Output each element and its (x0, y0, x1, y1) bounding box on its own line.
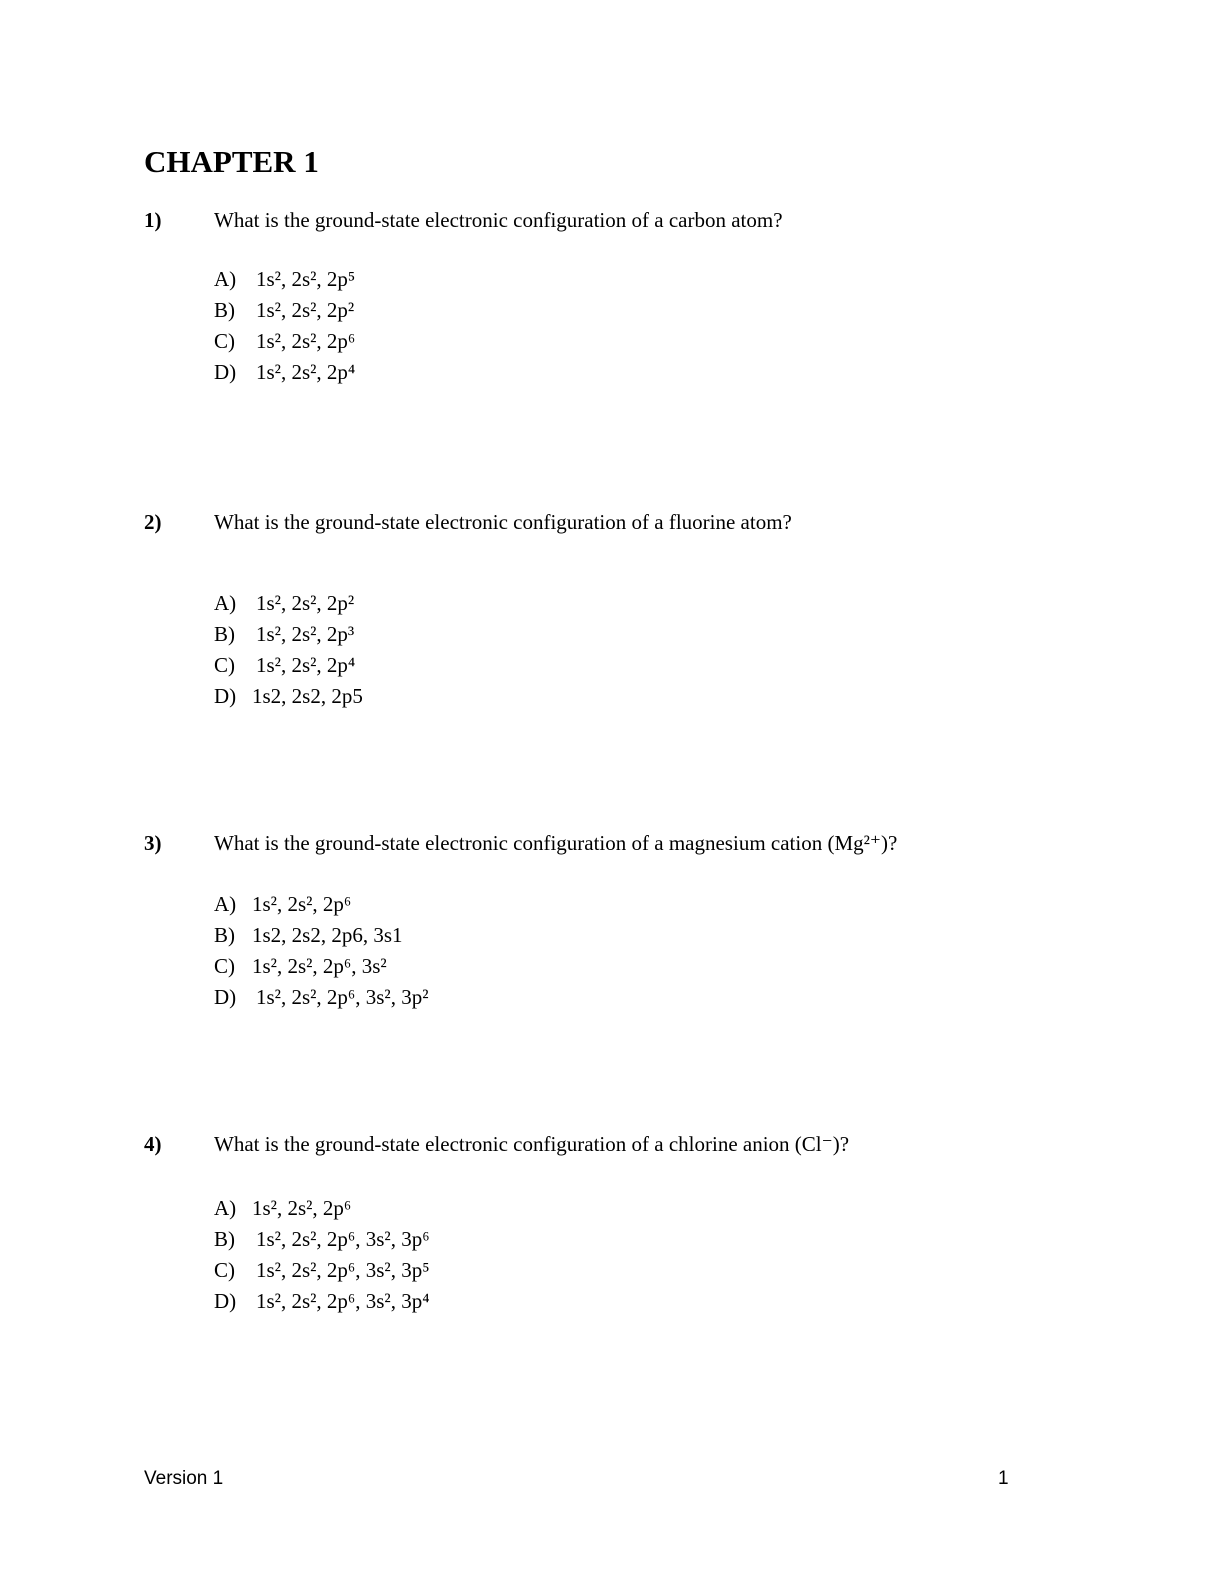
question-number: 4) (144, 1132, 162, 1156)
answer-option-c (214, 326, 355, 357)
question-text: What is the ground-state electronic configuration of a fluorine atom? (214, 510, 792, 534)
answer-options (214, 588, 363, 712)
answer-option-a (214, 264, 355, 295)
option-letter: D) (214, 684, 237, 708)
option-answer: 1s², 2s², 2p⁶, 3s², 3p⁴ (256, 1289, 430, 1313)
question-number: 3) (144, 831, 162, 855)
option-letter: A) (214, 892, 237, 916)
option-letter: D) (214, 360, 237, 384)
answer-option-b (214, 295, 355, 326)
option-letter: A) (214, 267, 237, 291)
option-answer: 1s², 2s², 2p⁵ (256, 267, 356, 291)
answer-option-a (214, 588, 363, 619)
answer-option-d (214, 1286, 430, 1317)
answer-option-d (214, 357, 355, 388)
answer-option-b (214, 920, 429, 951)
option-letter: B) (214, 1227, 235, 1251)
option-answer: 1s², 2s², 2p² (256, 298, 355, 322)
chapter-title: CHAPTER 1 (144, 144, 319, 179)
option-answer: 1s², 2s², 2p⁴ (256, 360, 356, 384)
answer-option-a (214, 889, 429, 920)
answer-option-c (214, 650, 363, 681)
question-text: What is the ground-state electronic configuration of a chlorine anion (Cl⁻)? (214, 1132, 850, 1156)
answer-option-b (214, 619, 363, 650)
answer-options (214, 1193, 430, 1317)
option-letter: C) (214, 653, 235, 677)
option-answer: 1s², 2s², 2p⁶ (252, 1196, 352, 1220)
option-letter: D) (214, 1289, 237, 1313)
answer-option-c (214, 951, 429, 982)
option-letter: B) (214, 622, 235, 646)
answer-option-c (214, 1255, 430, 1286)
option-answer: 1s2, 2s2, 2p5 (252, 684, 363, 708)
option-answer: 1s², 2s², 2p³ (256, 622, 355, 646)
option-letter: B) (214, 298, 235, 322)
option-answer: 1s², 2s², 2p⁶, 3s², 3p⁶ (256, 1227, 430, 1251)
answer-options (214, 264, 355, 388)
footer-version: Version 1 (144, 1468, 224, 1489)
answer-option-d (214, 681, 363, 712)
answer-option-b (214, 1224, 430, 1255)
option-answer: 1s², 2s², 2p⁶, 3s² (252, 954, 387, 978)
option-letter: C) (214, 1258, 235, 1282)
option-letter: C) (214, 954, 235, 978)
option-answer: 1s², 2s², 2p⁴ (256, 653, 356, 677)
question-number: 2) (144, 510, 162, 534)
page-number: 1 (998, 1468, 1009, 1489)
answer-option-d (214, 982, 429, 1013)
option-letter: A) (214, 591, 237, 615)
question-number: 1) (144, 208, 162, 232)
question-text: What is the ground-state electronic configuration of a magnesium cation (Mg²⁺)? (214, 831, 898, 855)
option-letter: C) (214, 329, 235, 353)
option-answer: 1s², 2s², 2p⁶ (252, 892, 352, 916)
option-letter: A) (214, 1196, 237, 1220)
option-answer: 1s2, 2s2, 2p6, 3s1 (252, 923, 403, 947)
question-text: What is the ground-state electronic configuration of a carbon atom? (214, 208, 783, 232)
option-answer: 1s², 2s², 2p⁶ (256, 329, 356, 353)
answer-option-a (214, 1193, 430, 1224)
answer-options (214, 889, 429, 1013)
option-answer: 1s², 2s², 2p⁶, 3s², 3p² (256, 985, 429, 1009)
option-letter: B) (214, 923, 235, 947)
option-letter: D) (214, 985, 237, 1009)
option-answer: 1s², 2s², 2p² (256, 591, 355, 615)
option-answer: 1s², 2s², 2p⁶, 3s², 3p⁵ (256, 1258, 430, 1282)
